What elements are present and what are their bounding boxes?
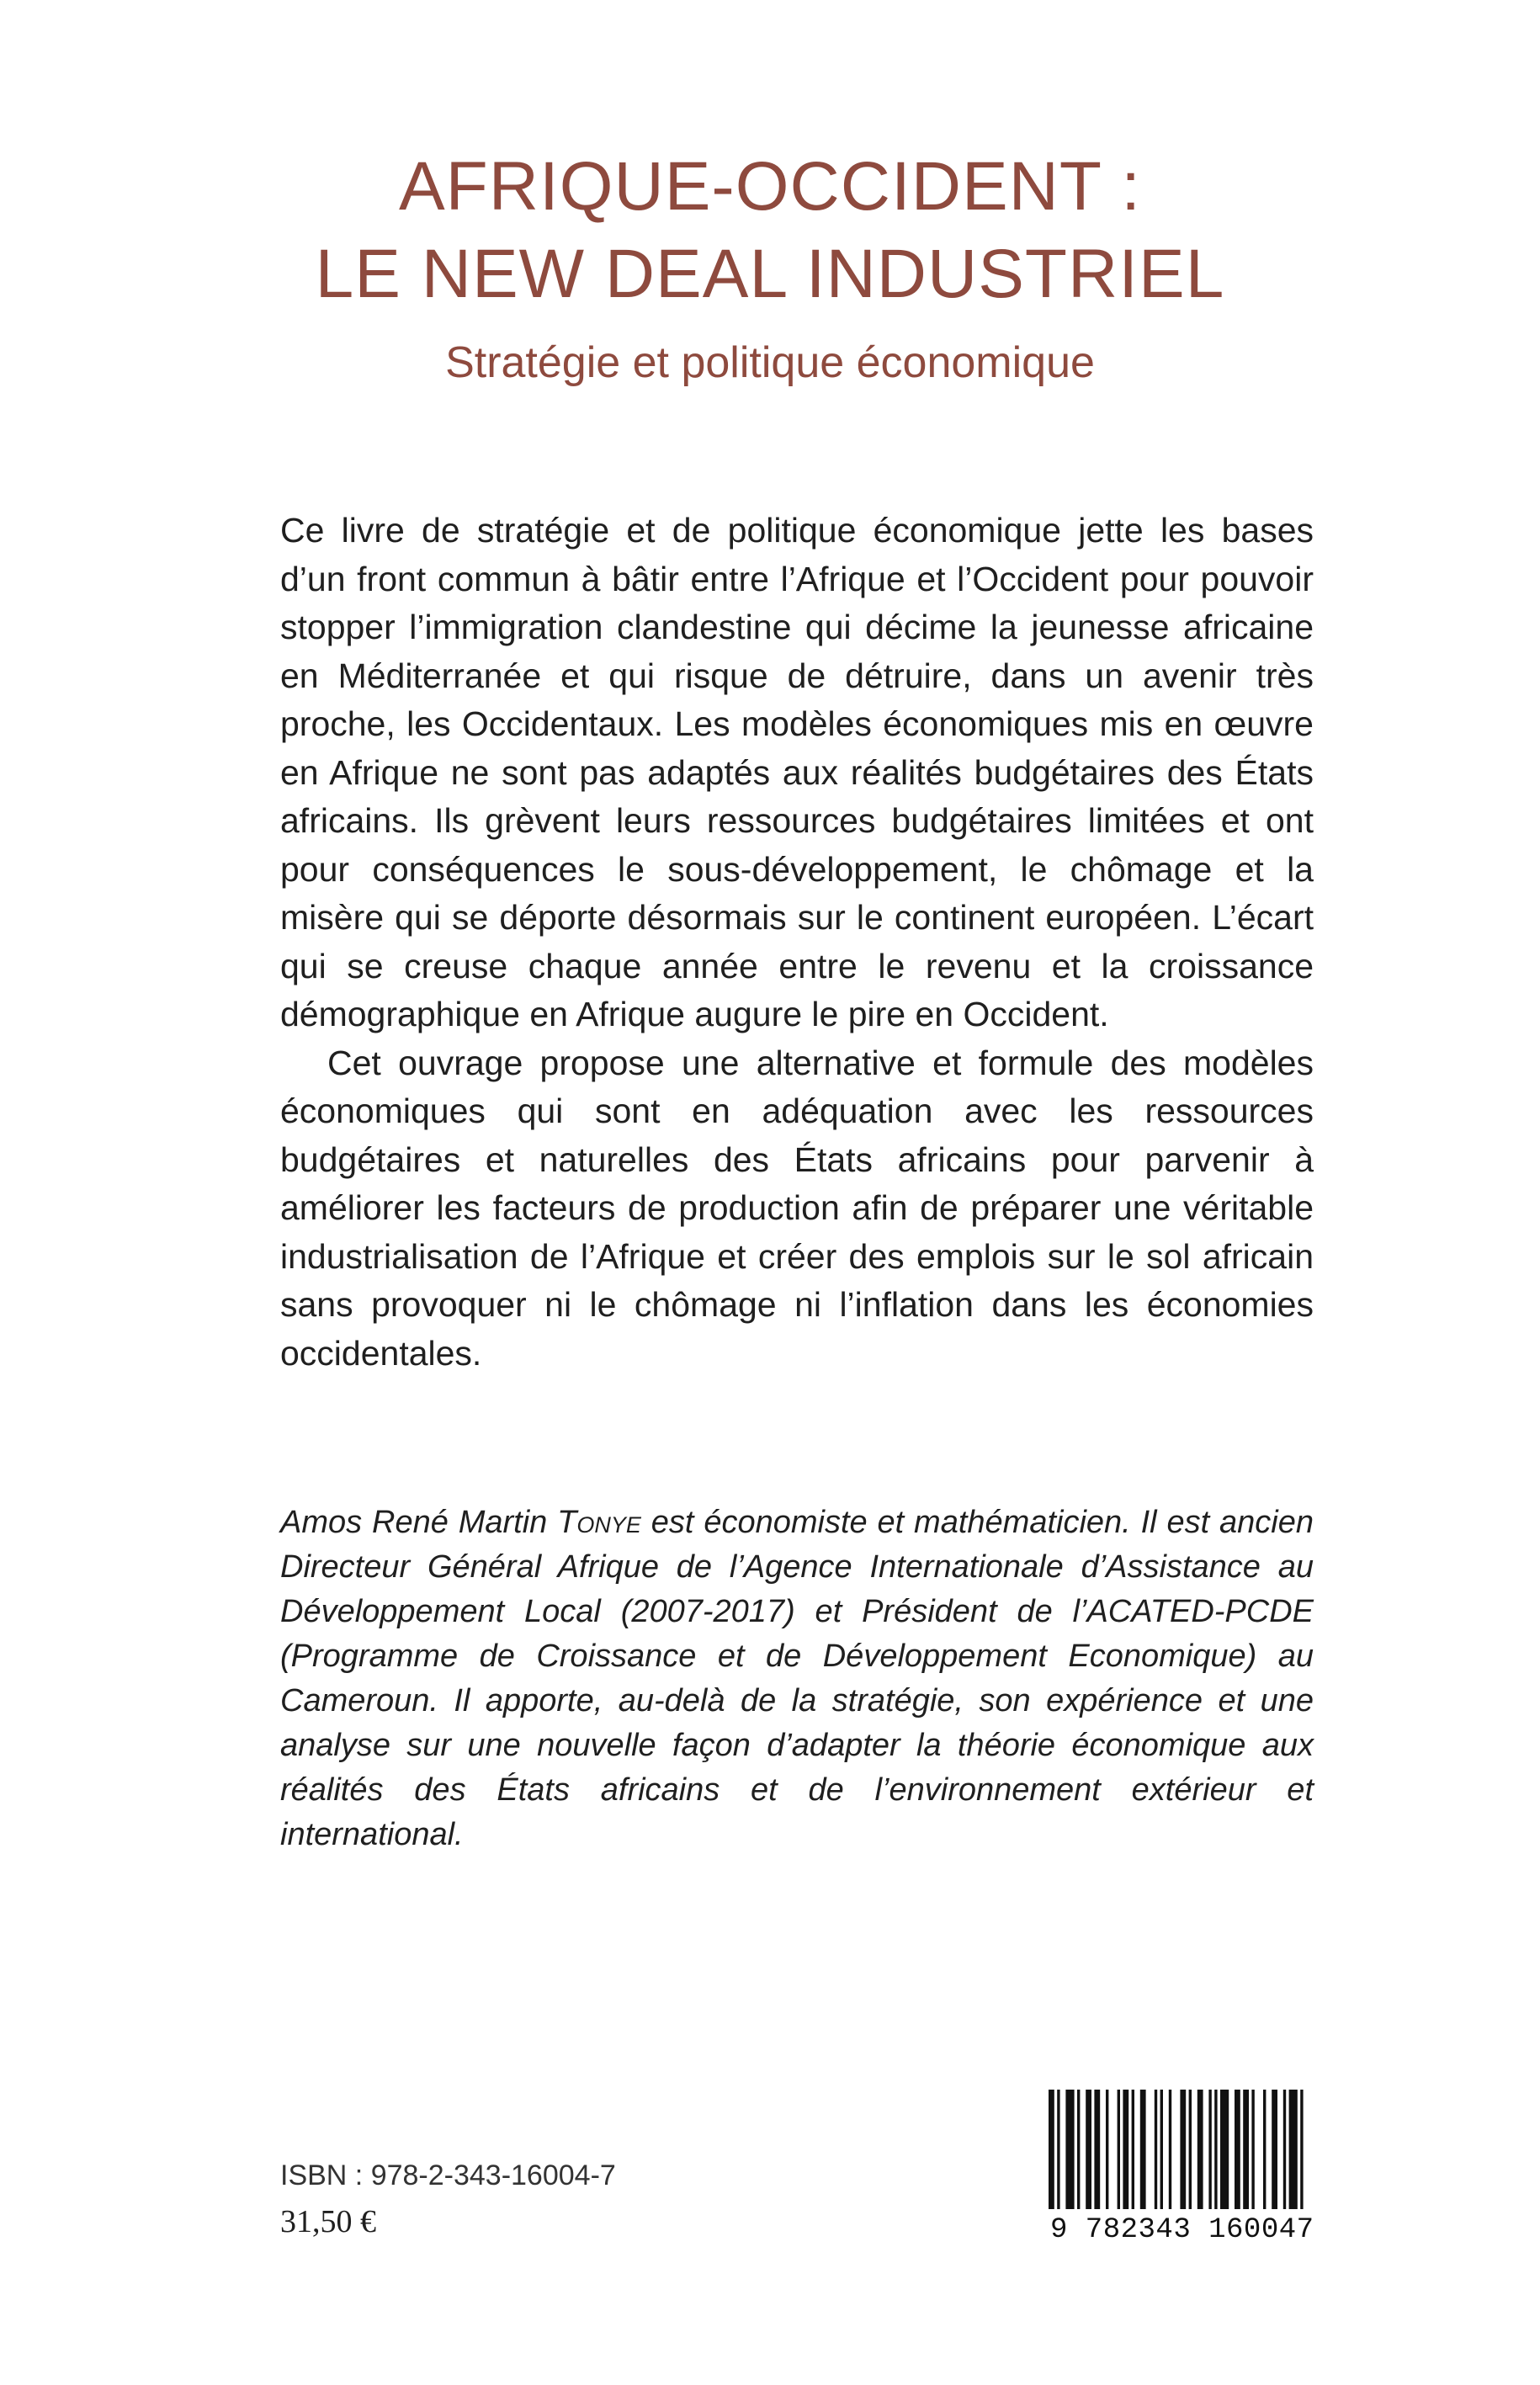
barcode-bar [1077, 2090, 1080, 2209]
description-paragraph-1: Ce livre de stratégie et de politique économique jette les bases d’un front commun à bâtir entre l’Afrique et l’Occident pour pouvoir stopper l’immigration clandestine qui décime la jeunesse africaine en Méditerranée et qui risque de détruire, dans un avenir très proche, les Occidentaux. Les modèles économiques mis en œuvre en Afrique ne sont pas adaptés aux réalités budgétaires des États africains. Ils grèvent leurs ressources budgétaires limitées et ont pour conséquences le sous-développement, le chômage et la misère qui se déporte désormais sur le continent européen. L’écart qui se creuse chaque année entre le revenu et la croissance démographique en Afrique augure le pire en Occident. [280, 511, 1314, 1033]
title-line-2: LE NEW DEAL INDUSTRIEL [315, 236, 1225, 312]
barcode-bar [1160, 2090, 1163, 2209]
barcode-bar [1289, 2090, 1298, 2209]
barcode-bar [1214, 2090, 1217, 2209]
barcode-number: 9 782343 160047 [1050, 2214, 1314, 2246]
isbn: ISBN : 978-2-343-16004-7 [280, 2159, 616, 2191]
price: 31,50 € [280, 2204, 376, 2239]
author-bio [280, 1501, 1314, 1857]
author-surname: Tonye [557, 1505, 641, 1540]
book-description [280, 507, 1314, 1378]
barcode-bar [1123, 2090, 1128, 2209]
barcode-bar [1118, 2090, 1120, 2209]
barcode-bar [1300, 2090, 1303, 2209]
barcode-bar [1155, 2090, 1157, 2209]
barcode-bar [1283, 2090, 1286, 2209]
barcode-bar [1049, 2090, 1054, 2209]
author-bio-text: est économiste et mathématicien. Il est ancien Directeur Général Afrique de l’Agence Internationale d’Assistance au Développement Local (2007-2017) et Président de l’ACATED-PCDE (Programme de Croissance et de Développement Economique) au Cameroun. Il apporte, au-delà de la stratégie, son expérience et une analyse sur une nouvelle façon d’adapter la théorie économique aux réalités des États africains et de l’environnement extérieur et international. [280, 1505, 1314, 1852]
barcode-bar [1057, 2090, 1059, 2209]
barcode-bar [1140, 2090, 1146, 2209]
barcode-bar [1251, 2090, 1254, 2209]
barcode-bar [1235, 2090, 1240, 2209]
barcode-bar [1169, 2090, 1171, 2209]
subtitle: Stratégie et politique économique [445, 338, 1095, 387]
description-paragraph-2: Cet ouvrage propose une alternative et formule des modèles économiques qui sont en adéquation avec les ressources budgétaires et naturelles des États africains pour parvenir à améliorer les facteurs de production afin de préparer une véritable industrialisation de l’Afrique et créer des emplois sur le sol africain sans provoquer ni le chômage ni l’inflation dans les économies occidentales. [280, 1043, 1314, 1373]
barcode-bar [1197, 2090, 1203, 2209]
barcode-bar [1086, 2090, 1091, 2209]
barcode-bar [1208, 2090, 1211, 2209]
title-line-1: AFRIQUE-OCCIDENT : [398, 148, 1142, 225]
barcode-bar [1132, 2090, 1134, 2209]
barcode-bar [1189, 2090, 1192, 2209]
barcode-bar [1065, 2090, 1074, 2209]
barcode-bar [1220, 2090, 1229, 2209]
barcode-bar [1243, 2090, 1249, 2209]
title-block [0, 143, 1540, 390]
barcode-bar [1263, 2090, 1266, 2209]
barcode-bar [1106, 2090, 1108, 2209]
barcode-bar [1094, 2090, 1100, 2209]
barcode-bar [1180, 2090, 1186, 2209]
barcode-bar [1272, 2090, 1277, 2209]
author-first-names: Amos René Martin [280, 1505, 558, 1540]
author-bio-paragraph [280, 1501, 1314, 1857]
